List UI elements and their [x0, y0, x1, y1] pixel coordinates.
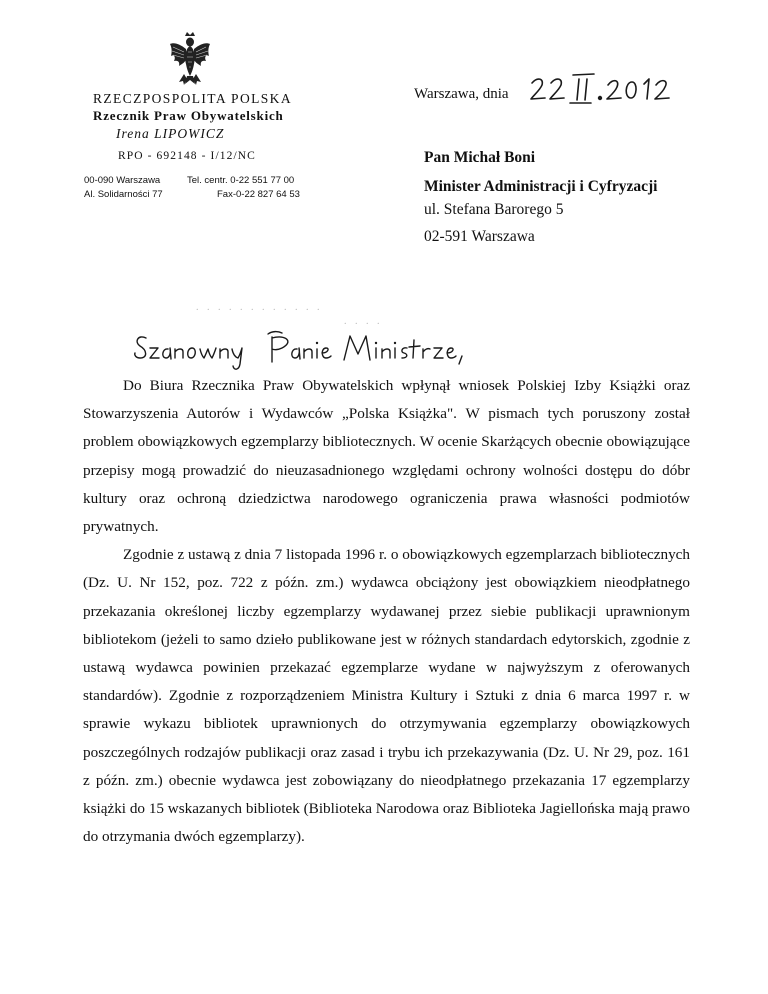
body-paragraph: Zgodnie z ustawą z dnia 7 listopada 1996 r. o obowiązkowych egzemplarzach bibliotecznych (Dz. U. Nr 152, poz. 722 z późn. zm.) wydawca obciążony jest obowiązkiem nieodpłatnego przekazania określonej liczby egzemplarzy wydawanej przez siebie publikacji uprawnionym bibliotekom (jeżeli to samo dzieło publikowane jest w różnych standardach edytorskich, zgodnie z ustawą wydawca powinien przekazać egzemplarze wydane w najwyższym z oferowanych standardów). Zgodnie z rozporządzeniem Ministra Kultury i Sztuki z dnia 6 marca 1997 r. w sprawie wykazu bibliotek uprawnionych do otrzymywania egzemplarzy obowiązkowych poszczególnych rodzajów publikacji oraz zasad i trybu ich przekazywania (Dz. U. Nr 29, poz. 161 z późn. zm.) obecnie wydawca jest zobowiązany do nieodpłatnego przekazania 17 egzemplarzy książki do 15 wskazanych bibliotek (Biblioteka Narodowa oraz Biblioteka Jagiellońska mają prawo do otrzymania dwóch egzemplarzy).	[83, 546, 690, 846]
scan-artifact: . . . . . . . . . . . .	[196, 302, 323, 313]
recipient-city: 02-591 Warszawa	[424, 228, 535, 245]
handwritten-date	[528, 70, 688, 110]
letter-body	[83, 372, 690, 851]
handwritten-salutation	[132, 328, 482, 374]
address-city: 00-090 Warszawa	[84, 175, 161, 186]
institution-name: RZECZPOSPOLITA POLSKA	[93, 91, 292, 106]
eagle-emblem-icon	[168, 30, 212, 86]
recipient-title: Minister Administracji i Cyfryzacji	[424, 178, 658, 195]
body-paragraph: Do Biura Rzecznika Praw Obywatelskich wpłynął wniosek Polskiej Izby Książki oraz Stowarzyszenia Autorów i Wydawców „Polska Książka". W pismach tych poruszony został problem obowiązkowych egzemplarzy bibliotecznych. W ocenie Skarżących obecnie obowiązujące przepisy mogą prowadzić do nieuzasadnionego względami ochrony wolności dostępu do dóbr kultury oraz ochroną dziedzictwa narodowego ograniczenia prawa własności podmiotów prywatnych.	[83, 377, 690, 536]
office-name: Rzecznik Praw Obywatelskich	[93, 108, 284, 123]
official-name: Irena LIPOWICZ	[116, 126, 225, 141]
date-label: Warszawa, dnia	[414, 86, 509, 102]
recipient-street: ul. Stefana Barorego 5	[424, 201, 564, 218]
recipient-name: Pan Michał Boni	[424, 149, 536, 166]
reference-number: RPO - 692148 - I/12/NC	[118, 150, 256, 162]
scan-artifact: . . . .	[344, 316, 383, 327]
address-street: Al. Solidarności 77	[84, 189, 163, 200]
phone-number: Tel. centr. 0-22 551 77 00	[187, 175, 295, 186]
fax-number: Fax-0-22 827 64 53	[217, 189, 300, 200]
